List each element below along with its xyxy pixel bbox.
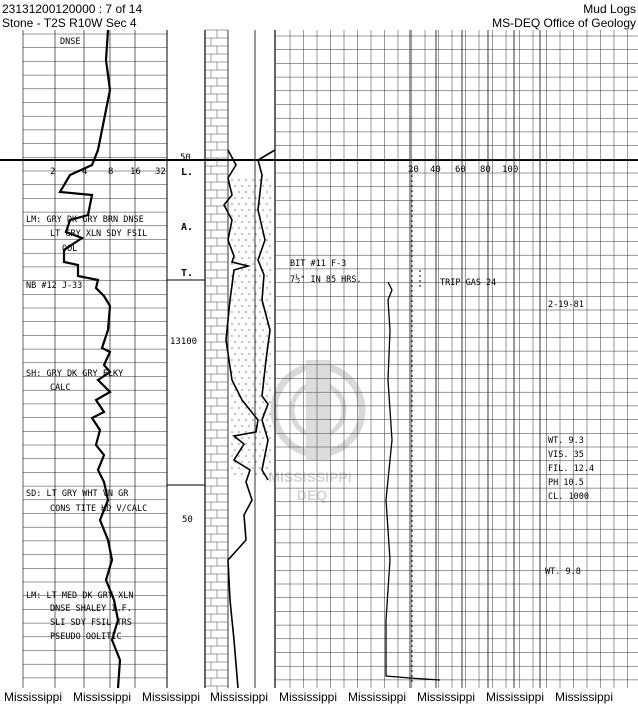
footer-mississippi-5: Mississippi bbox=[279, 690, 338, 704]
agency-label: MS-DEQ Office of Geology bbox=[492, 16, 636, 30]
gas-scale-40: 40 bbox=[430, 165, 441, 175]
lithology-desc-nb: NB #12 J-33 bbox=[26, 281, 83, 291]
depth-mark-50-bottom: 50 bbox=[182, 515, 193, 525]
lithology-desc-sd-1: SD: LT GRY WHT VN GR bbox=[26, 489, 129, 499]
footer-mississippi-7: Mississippi bbox=[417, 690, 476, 704]
log-curves bbox=[60, 30, 440, 688]
bit-note-1: BIT #11 F-3 bbox=[290, 259, 347, 269]
column-letter-t: T. bbox=[181, 268, 194, 279]
footer-mississippi-1: Mississippi bbox=[4, 690, 63, 704]
column-letter-a: A. bbox=[181, 222, 194, 233]
mud-prop-cl: CL. 1000 bbox=[548, 492, 589, 502]
lithology-desc-dnse: DNSE bbox=[60, 37, 81, 47]
lithology-desc-sh-2: CALC bbox=[50, 383, 71, 393]
lithology-desc-lm2-2: DNSE SHALEY I.F. bbox=[50, 604, 132, 614]
gas-scale-80: 80 bbox=[480, 165, 491, 175]
watermark-logo bbox=[268, 360, 362, 503]
drill-scale-2: 2 bbox=[50, 167, 56, 177]
drill-scale-32: 32 bbox=[155, 167, 166, 177]
lithology-desc-sd-2: CONS TITE HD V/CALC bbox=[50, 504, 148, 514]
gas-scale-20: 20 bbox=[408, 165, 419, 175]
watermark-text-2: DEQ bbox=[296, 487, 328, 503]
file-page-label: 23131200120000 : 7 of 14 bbox=[2, 2, 143, 16]
footer-mississippi-9: Mississippi bbox=[555, 690, 614, 704]
log-grid bbox=[0, 30, 638, 688]
mud-prop-vis: VIS. 35 bbox=[548, 450, 584, 460]
footer-mississippi-2: Mississippi bbox=[73, 690, 132, 704]
depth-mark-50-top: 50 bbox=[180, 153, 191, 163]
gas-scale-60: 60 bbox=[455, 165, 466, 175]
lithology-desc-lm-1: LM: GRY DK GRY BRN DNSE bbox=[26, 215, 144, 225]
document-type-label: Mud Logs bbox=[583, 2, 636, 16]
footer-mississippi-3: Mississippi bbox=[142, 690, 201, 704]
lithology-desc-lm-2: LT GRY XLN SDY FSIL bbox=[50, 229, 148, 239]
footer-mississippi-6: Mississippi bbox=[348, 690, 407, 704]
mud-prop-ph: PH 10.5 bbox=[548, 478, 584, 488]
watermark-text-1: MISSISSIPPI bbox=[268, 469, 352, 485]
depth-mark-13100: 13100 bbox=[170, 337, 198, 347]
trip-gas-note: TRIP GAS 24 bbox=[440, 278, 497, 288]
gas-scale-100: 100 bbox=[502, 165, 519, 175]
drill-scale-16: 16 bbox=[130, 167, 141, 177]
footer-mississippi-8: Mississippi bbox=[486, 690, 545, 704]
lithology-desc-lm2-1: LM: LT MED DK GRY XLN bbox=[26, 591, 134, 601]
lithology-desc-lm2-4: PSEUDO OOLITIC bbox=[50, 632, 122, 642]
date-note: 2-19-81 bbox=[548, 300, 584, 310]
column-letter-l: L. bbox=[181, 167, 194, 178]
lithology-desc-lm-3: OOL bbox=[62, 244, 78, 254]
mud-prop-fil: FIL. 12.4 bbox=[548, 464, 595, 474]
mud-prop-wt: WT. 9.3 bbox=[548, 436, 584, 446]
drill-scale-4: 4 bbox=[82, 167, 88, 177]
footer-mississippi-4: Mississippi bbox=[210, 690, 269, 704]
lithology-desc-sh-1: SH: GRY DK GRY FLKY bbox=[26, 369, 124, 379]
bit-note-2: 7½" IN 85 HRS. bbox=[290, 275, 362, 285]
drill-scale-8: 8 bbox=[108, 167, 114, 177]
mud-weight-note: WT. 9.8 bbox=[545, 567, 581, 577]
lithology-desc-lm2-3: SLI SDY FSIL TRS bbox=[50, 618, 132, 628]
lithology-column bbox=[205, 30, 271, 694]
location-label: Stone - T2S R10W Sec 4 bbox=[2, 16, 137, 30]
